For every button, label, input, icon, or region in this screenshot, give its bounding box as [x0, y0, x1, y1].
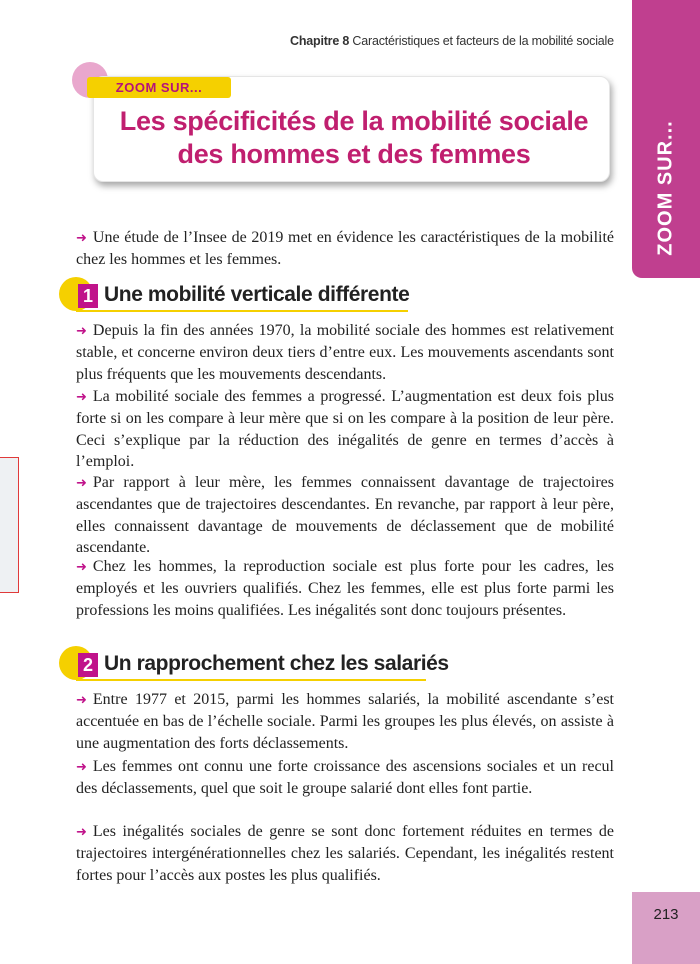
running-header — [290, 34, 612, 48]
paragraph — [76, 472, 614, 558]
paragraph-text: Chez les hommes, la reproduction sociale est plus forte pour les cadres, les employés et les ouvriers qualifiés. Chez les femmes, elle est plus forte parmi les professions les moins qualifiées. Les inégalités sont donc toujours présentes. — [76, 558, 614, 619]
arrow-icon: ➜ — [76, 476, 87, 491]
page-title — [98, 105, 610, 171]
paragraph-text: Depuis la fin des années 1970, la mobilité sociale des hommes est relativement stable, et concerne environ deux tiers d’entre eux. Les mouvements ascendants sont plus fréquents que les mouvements descendants. — [76, 322, 614, 383]
zoom-tag: ZOOM SUR... — [87, 77, 231, 98]
chapter-label: Chapitre 8 — [290, 34, 350, 48]
chapter-subtitle: Caractéristiques et facteurs de la mobilité sociale — [352, 34, 614, 48]
edge-bookmark — [0, 457, 19, 593]
paragraph-text: Les inégalités sociales de genre se sont donc fortement réduites en termes de trajectoires intergénérationnelles chez les salariés. Cependant, les inégalités restent fortes pour l’accès aux postes les plus qualifiés. — [76, 823, 614, 884]
intro-paragraph — [76, 227, 614, 271]
arrow-icon: ➜ — [76, 560, 87, 575]
paragraph — [76, 386, 614, 472]
arrow-icon: ➜ — [76, 760, 87, 775]
paragraph — [76, 756, 614, 800]
paragraph-text: Par rapport à leur mère, les femmes connaissent davantage de trajectoires ascendantes que de trajectoires descendantes. En revanche, par rapport à leur père, elles connaissent davantage de mouvements de déclassement que de mobilité ascendante. — [76, 474, 614, 556]
page-number-tab — [632, 892, 700, 964]
section-2-underline — [76, 679, 426, 681]
arrow-icon: ➜ — [76, 390, 87, 405]
section-1-heading: Une mobilité verticale différente — [104, 283, 410, 306]
title-line-2: des hommes et des femmes — [177, 139, 531, 169]
section-1-number: 1 — [78, 284, 98, 308]
paragraph-text: Les femmes ont connu une forte croissance des ascensions sociales et un recul des déclassements, quel que soit le groupe salarié dont elles font partie. — [76, 758, 614, 798]
arrow-icon: ➜ — [76, 231, 87, 246]
arrow-icon: ➜ — [76, 693, 87, 708]
paragraph — [76, 689, 614, 754]
section-2-heading: Un rapprochement chez les salariés — [104, 652, 449, 675]
paragraph-text: Entre 1977 et 2015, parmi les hommes salariés, la mobilité ascendante s’est accentuée en bas de l’échelle sociale. Parmi les groupes les plus élevés, on assiste à une augmentation des forts déclassements. — [76, 691, 614, 752]
intro-text: Une étude de l’Insee de 2019 met en évidence les caractéristiques de la mobilité chez les hommes et les femmes. — [76, 229, 614, 269]
section-2-number: 2 — [78, 653, 98, 677]
page-number: 213 — [653, 906, 679, 923]
title-line-1: Les spécificités de la mobilité sociale — [119, 106, 589, 136]
paragraph — [76, 821, 614, 886]
section-1-underline — [76, 310, 408, 312]
paragraph — [76, 320, 614, 385]
paragraph — [76, 556, 614, 621]
side-tab-label: ZOOM SUR... — [654, 120, 677, 256]
arrow-icon: ➜ — [76, 324, 87, 339]
arrow-icon: ➜ — [76, 825, 87, 840]
paragraph-text: La mobilité sociale des femmes a progressé. L’augmentation est deux fois plus forte si on les compare à leur mère que si on les compare à la position de leur père. Ceci s’explique par la réduction des inégalités de genre en termes d’accès à l’emploi. — [76, 388, 614, 470]
